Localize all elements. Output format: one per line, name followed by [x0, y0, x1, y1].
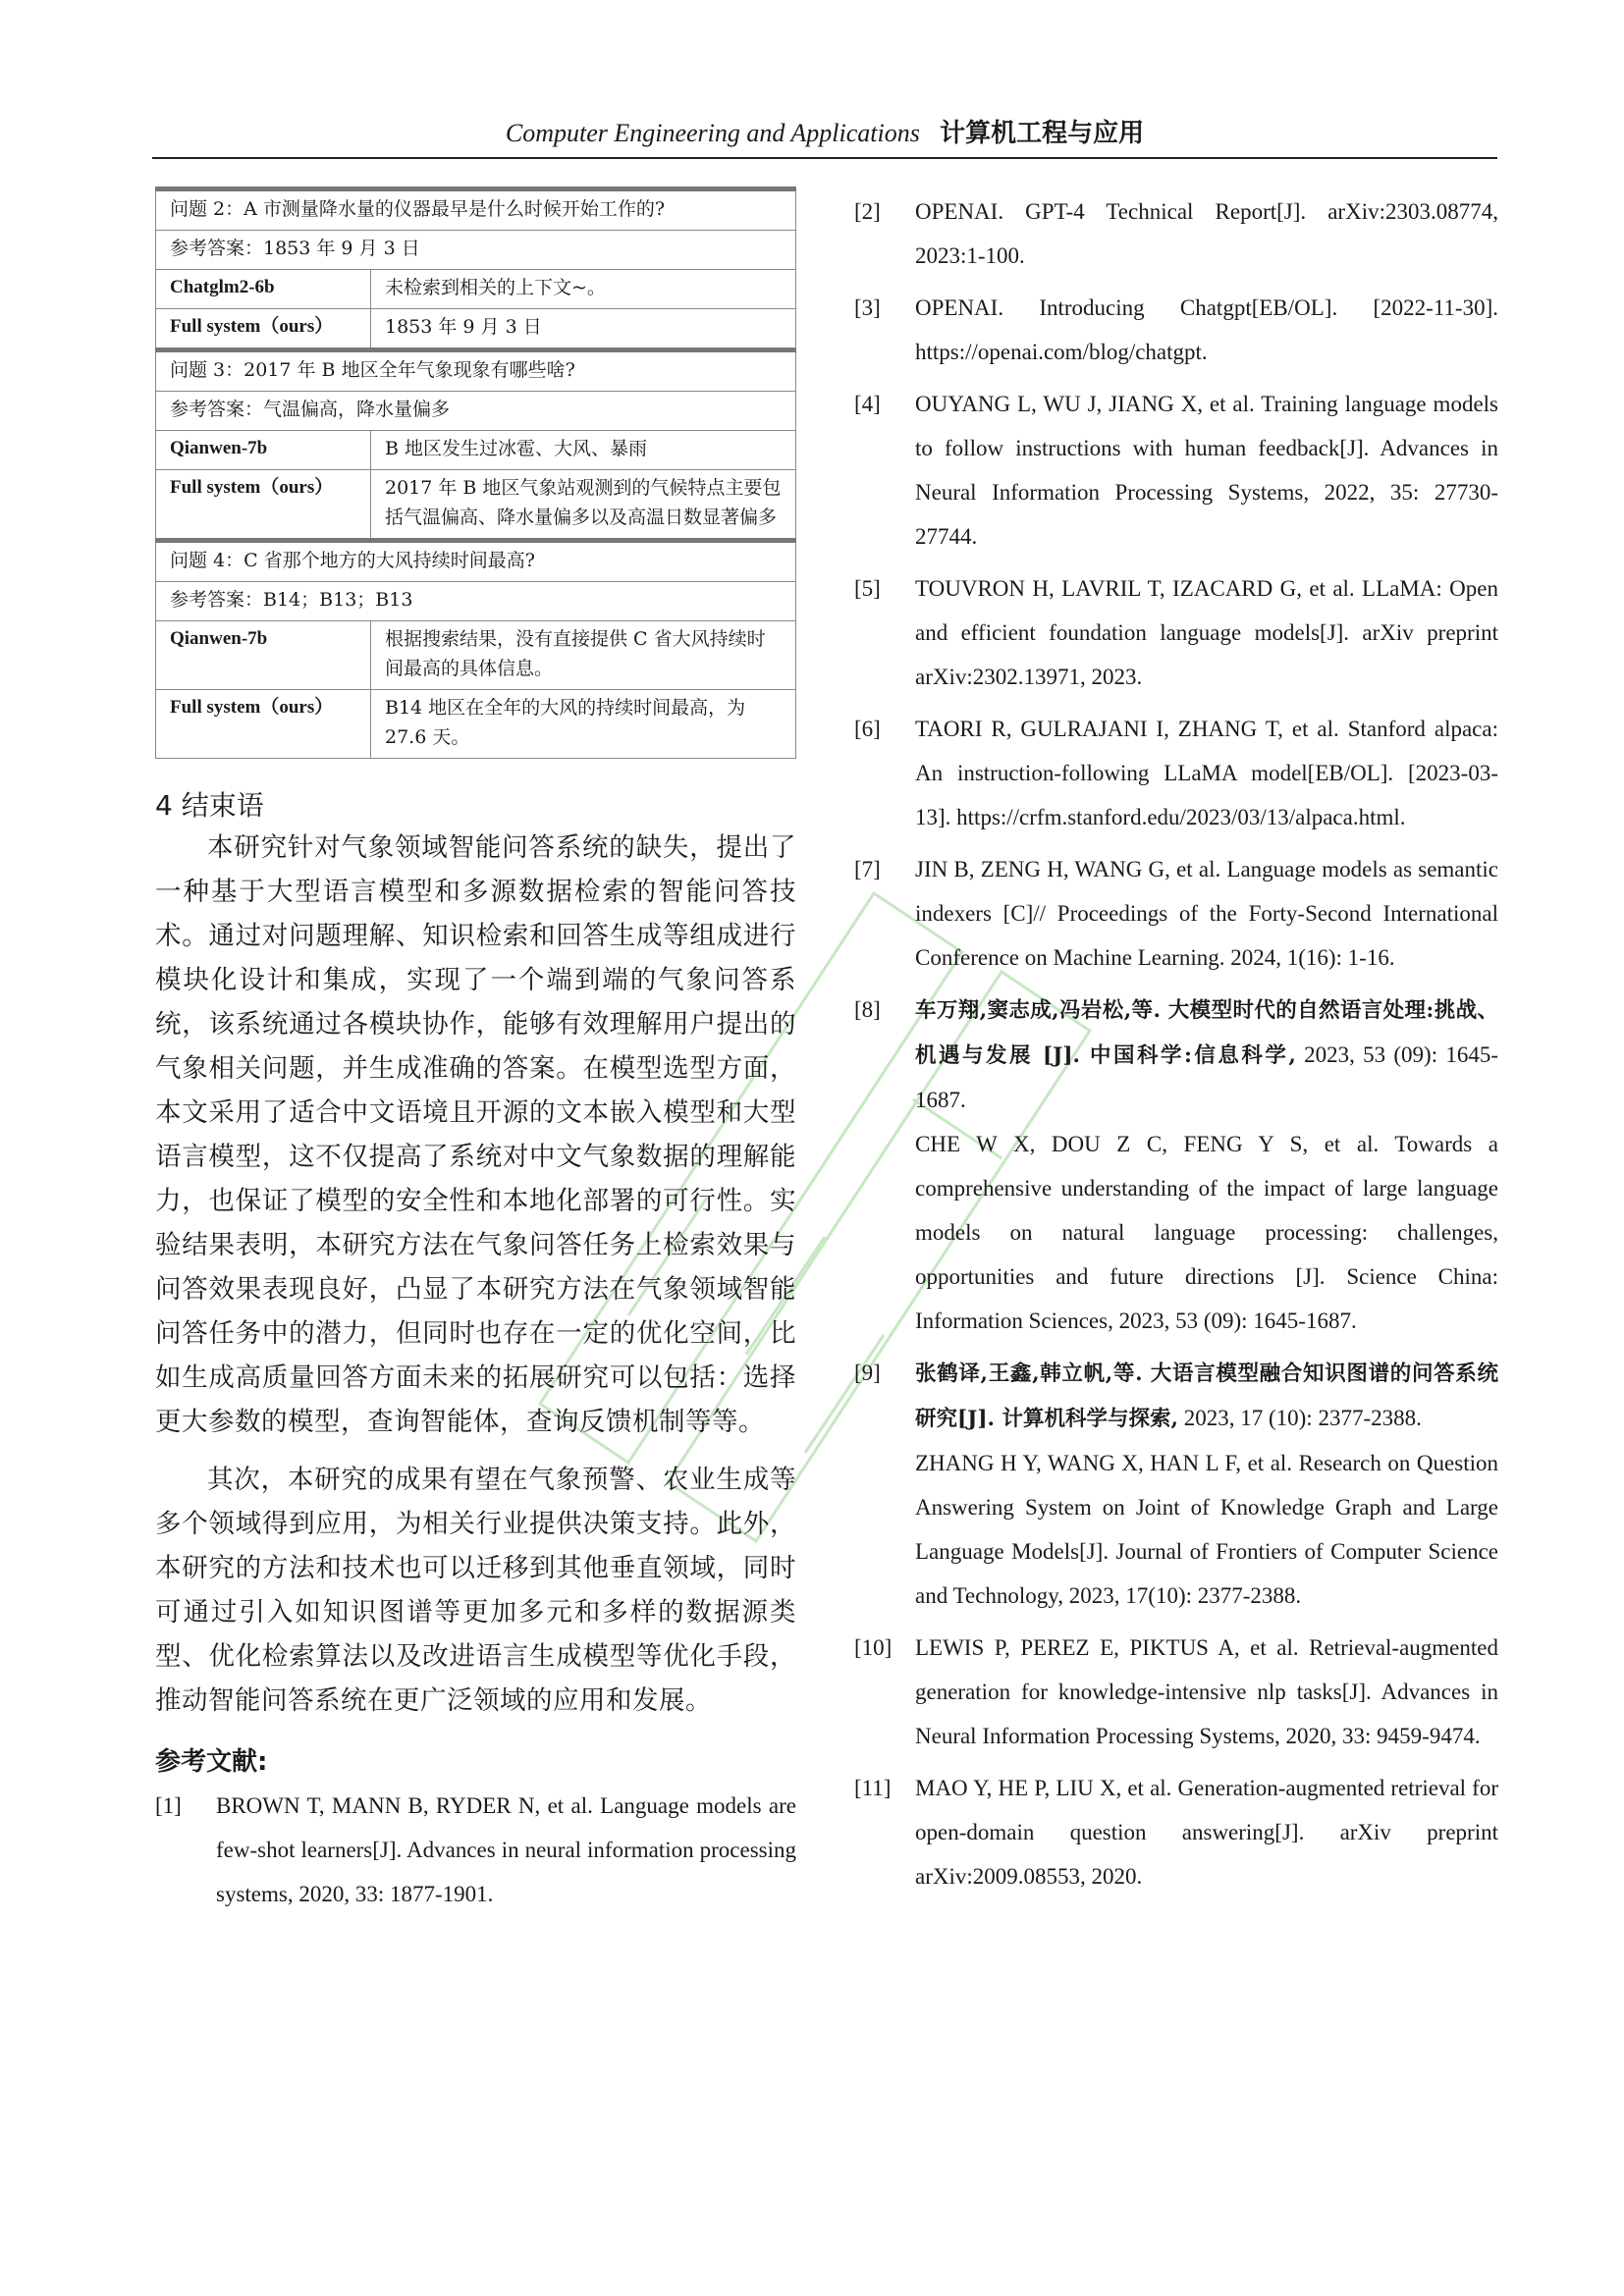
table-row: [156, 189, 796, 231]
reference-answer-cell: 参考答案：气温偏高，降水量偏多: [156, 392, 796, 431]
reference-item: [854, 1766, 1498, 1898]
model-name-cell: Full system（ours）: [156, 309, 371, 350]
table-row: [156, 690, 796, 759]
table-row: [156, 431, 796, 470]
reference-text-cn: 张鹤译,王鑫,韩立帆,等. 大语言模型融合知识图谱的问答系统研究[J]. 计算机科学与探索,: [915, 1362, 1498, 1431]
reference-item: [854, 566, 1498, 699]
reference-number: [6]: [854, 717, 881, 741]
reference-number: [4]: [854, 392, 881, 416]
reference-number: [1]: [155, 1793, 182, 1818]
reference-number: [3]: [854, 295, 881, 320]
table-row: [156, 270, 796, 309]
reference-answer-cell: 参考答案：1853 年 9 月 3 日: [156, 231, 796, 270]
model-name-cell: Full system（ours）: [156, 690, 371, 759]
reference-item: [854, 707, 1498, 839]
reference-item: [854, 189, 1498, 278]
model-answer-cell: B14 地区在全年的大风的持续时间最高，为 27.6 天。: [371, 690, 796, 759]
reference-text: TOUVRON H, LAVRIL T, IZACARD G, et al. LLaMA: Open and efficient foundation language models[J]. arXiv preprint arXiv:2302.13971, 2023.: [915, 576, 1498, 689]
question-cell: 问题 3：2017 年 B 地区全年气象现象有哪些啥?: [156, 350, 796, 392]
reference-number: [10]: [854, 1635, 893, 1660]
reference-body: [915, 988, 1498, 1343]
reference-text-cn-tail: 2023, 53 (09): 1645-1687.: [915, 1042, 1498, 1112]
reference-text: OPENAI. GPT-4 Technical Report[J]. arXiv:2303.08774, 2023:1-100.: [915, 199, 1498, 268]
reference-text: OUYANG L, WU J, JIANG X, et al. Training language models to follow instructions with human feedback[J]. Advances in Neural Information Processing Systems, 2022, 35: 27730-27744.: [915, 392, 1498, 549]
conclusion-paragraph-1: 本研究针对气象领域智能问答系统的缺失，提出了一种基于大型语言模型和多源数据检索的智能问答技术。通过对问题理解、知识检索和回答生成等组成进行模块化设计和集成，实现了一个端到端的气象问答系统，该系统通过各模块协作，能够有效理解用户提出的气象相关问题，并生成准确的答案。在模型选型方面，本文采用了适合中文语境且开源的文本嵌入模型和大型语言模型，这不仅提高了系统对中文气象数据的理解能力，也保证了模型的安全性和本地化部署的可行性。实验结果表明，本研究方法在气象问答任务上检索效果与问答效果表现良好，凸显了本研究方法在气象领域智能问答任务中的潜力，但同时也存在一定的优化空间，比如生成高质量回答方面未来的拓展研究可以包括：选择更大参数的模型，查询智能体，查询反馈机制等等。: [155, 832, 796, 1437]
table-row: [156, 470, 796, 541]
reference-text: OPENAI. Introducing Chatgpt[EB/OL]. [2022-11-30]. https://openai.com/blog/chatgpt.: [915, 295, 1498, 364]
reference-number: [2]: [854, 199, 881, 224]
reference-item: [155, 1784, 796, 1916]
header-rule: [152, 157, 1497, 159]
reference-text-en: CHE W X, DOU Z C, FENG Y S, et al. Towards a comprehensive understanding of the impact of large language models on natural language processing: challenges, opportunities and future directions [J]. Science China: Information Sciences, 2023, 53 (09): 1645-1687.: [915, 1132, 1498, 1333]
table-row: [156, 582, 796, 621]
model-answer-cell: 2017 年 B 地区气象站观测到的气候特点主要包括气温偏高、降水量偏多以及高温日数显著偏多: [371, 470, 796, 541]
reference-item: [854, 1626, 1498, 1758]
model-answer-cell: 根据搜索结果，没有直接提供 C 省大风持续时间最高的具体信息。: [371, 621, 796, 690]
table-row: [156, 621, 796, 690]
table-row: [156, 231, 796, 270]
reference-item: [854, 988, 1498, 1343]
reference-text: MAO Y, HE P, LIU X, et al. Generation-augmented retrieval for open-domain question answering[J]. arXiv preprint arXiv:2009.08553, 2020.: [915, 1776, 1498, 1889]
reference-answer-cell: 参考答案：B14；B13；B13: [156, 582, 796, 621]
table-row: [156, 392, 796, 431]
reference-number: [7]: [854, 857, 881, 881]
reference-item: [854, 847, 1498, 980]
reference-body: [915, 1351, 1498, 1618]
reference-text: JIN B, ZENG H, WANG G, et al. Language models as semantic indexers [C]// Proceedings of the Forty-Second International Conference on Machine Learning. 2024, 1(16): 1-16.: [915, 857, 1498, 970]
reference-number: [8]: [854, 997, 881, 1022]
question-cell: 问题 2：A 市测量降水量的仪器最早是什么时候开始工作的?: [156, 189, 796, 231]
reference-item: [854, 382, 1498, 559]
question-cell: 问题 4：C 省那个地方的大风持续时间最高?: [156, 541, 796, 582]
model-answer-cell: B 地区发生过冰雹、大风、暴雨: [371, 431, 796, 470]
model-answer-cell: 1853 年 9 月 3 日: [371, 309, 796, 350]
conclusion-paragraph-2: 其次，本研究的成果有望在气象预警、农业生成等多个领域得到应用，为相关行业提供决策支持。此外，本研究的方法和技术也可以迁移到其他垂直领域，同时可通过引入如知识图谱等更加多元和多样的数据源类型、优化检索算法以及改进语言生成模型等优化手段，推动智能问答系统在更广泛领域的应用和发展。: [155, 1465, 796, 1716]
model-answer-cell: 未检索到相关的上下文~。: [371, 270, 796, 309]
model-name-cell: Qianwen-7b: [156, 431, 371, 470]
running-header: [152, 116, 1497, 151]
reference-item: [854, 286, 1498, 374]
reference-text: LEWIS P, PEREZ E, PIKTUS A, et al. Retrieval-augmented generation for knowledge-intensive nlp tasks[J]. Advances in Neural Information Processing Systems, 2020, 33: 9459-9474.: [915, 1635, 1498, 1748]
journal-title-zh: 计算机工程与应用: [940, 119, 1145, 148]
reference-text-cn-tail: 2023, 17 (10): 2377-2388.: [1177, 1406, 1422, 1430]
left-column: [155, 187, 796, 1916]
reference-text-en: ZHANG H Y, WANG X, HAN L F, et al. Research on Question Answering System on Joint of Knowledge Graph and Large Language Models[J]. Journal of Frontiers of Computer Science and Technology, 2023, 17(10): 2377-2388.: [915, 1451, 1498, 1608]
table-row: [156, 309, 796, 350]
reference-number: [5]: [854, 576, 881, 601]
table-row: [156, 350, 796, 392]
journal-title-en: Computer Engineering and Applications: [505, 119, 920, 147]
model-name-cell: Full system（ours）: [156, 470, 371, 541]
table-row: [156, 541, 796, 582]
reference-text-cn: 车万翔,窦志成,冯岩松,等. 大模型时代的自然语言处理:挑战、机遇与发展 [J]. 中国科学:信息科学,: [915, 998, 1498, 1068]
reference-item: [854, 1351, 1498, 1618]
references-heading: 参考文献:: [155, 1747, 268, 1777]
reference-text: TAORI R, GULRAJANI I, ZHANG T, et al. Stanford alpaca: An instruction-following LLaMA model[EB/OL]. [2023-03-13]. https://crfm.stanford.edu/2023/03/13/alpaca.html.: [915, 717, 1498, 829]
model-name-cell: Chatglm2-6b: [156, 270, 371, 309]
right-column: [854, 189, 1498, 1898]
reference-number: [9]: [854, 1361, 881, 1385]
reference-text: BROWN T, MANN B, RYDER N, et al. Language models are few-shot learners[J]. Advances in neural information processing systems, 2020, 33: 1877-1901.: [216, 1793, 796, 1906]
model-name-cell: Qianwen-7b: [156, 621, 371, 690]
qa-comparison-table: [155, 187, 796, 759]
section-heading: 4 结束语: [155, 789, 264, 822]
reference-number: [11]: [854, 1776, 892, 1800]
